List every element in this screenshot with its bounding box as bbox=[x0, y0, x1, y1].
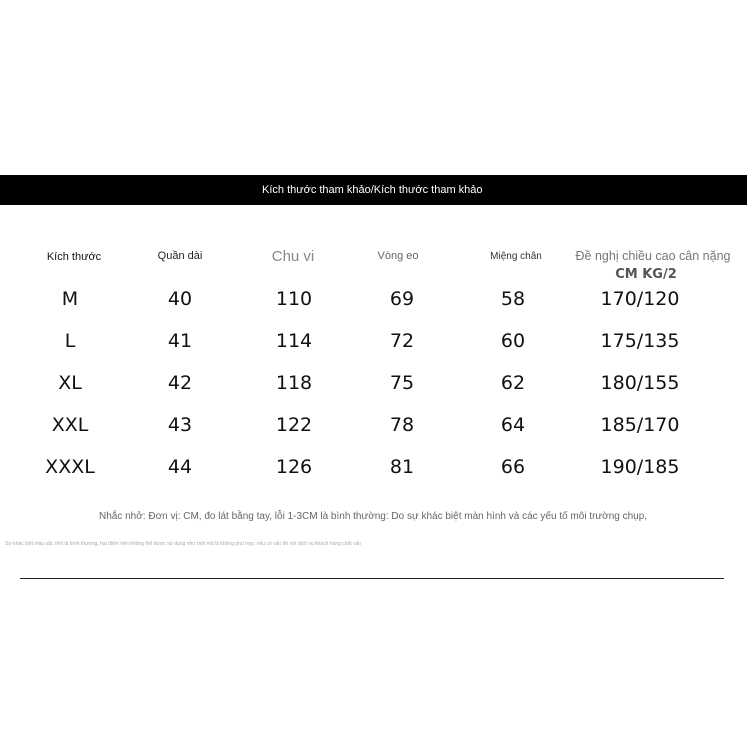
cell-hip: 126 bbox=[275, 456, 313, 478]
cell-size: M bbox=[61, 288, 79, 310]
cell-length: 41 bbox=[167, 330, 193, 352]
cell-leg-opening: 60 bbox=[500, 330, 526, 352]
cell-length: 44 bbox=[167, 456, 193, 478]
cell-size: XXXL bbox=[45, 456, 95, 478]
cell-hip: 118 bbox=[275, 372, 313, 394]
cell-hip: 114 bbox=[275, 330, 313, 352]
header-length: Quần dài bbox=[157, 250, 203, 262]
banner-title: Kích thước tham khảo/Kích thước tham khảo bbox=[262, 184, 483, 196]
cell-leg-opening: 62 bbox=[500, 372, 526, 394]
cell-leg-opening: 58 bbox=[500, 288, 526, 310]
header-recommendation-unit: CM KG/2 bbox=[615, 267, 677, 282]
color-disclaimer: Sự khác biệt màu sắc nhỏ là bình thường, hai điểm trên không thể được sử dụng như một mã là không phù hợp, nếu có vấn đề với dịch vụ khách hàng chất vấn bbox=[5, 541, 362, 547]
header-leg-opening: Miệng chân bbox=[490, 251, 542, 262]
cell-recommendation: 190/185 bbox=[600, 456, 680, 478]
size-chart-banner bbox=[0, 175, 747, 205]
cell-size: XL bbox=[58, 372, 82, 394]
cell-size: L bbox=[64, 330, 76, 352]
header-hip: Chu vi bbox=[271, 248, 315, 265]
cell-leg-opening: 64 bbox=[500, 414, 526, 436]
cell-length: 42 bbox=[167, 372, 193, 394]
cell-recommendation: 175/135 bbox=[600, 330, 680, 352]
cell-waist: 69 bbox=[389, 288, 415, 310]
measurement-reminder: Nhắc nhở: Đơn vị: CM, đo lát bằng tay, lỗi 1-3CM là bình thường: Do sự khác biệt màn hình và các yếu tố môi trường chụp, bbox=[99, 511, 648, 522]
cell-hip: 110 bbox=[275, 288, 313, 310]
cell-waist: 72 bbox=[389, 330, 415, 352]
cell-waist: 81 bbox=[389, 456, 415, 478]
cell-waist: 75 bbox=[389, 372, 415, 394]
header-size: Kích thước bbox=[46, 251, 102, 263]
bottom-divider bbox=[20, 578, 724, 579]
cell-recommendation: 185/170 bbox=[600, 414, 680, 436]
cell-recommendation: 170/120 bbox=[600, 288, 680, 310]
cell-leg-opening: 66 bbox=[500, 456, 526, 478]
cell-recommendation: 180/155 bbox=[600, 372, 680, 394]
cell-length: 40 bbox=[167, 288, 193, 310]
header-waist: Vòng eo bbox=[377, 250, 419, 262]
cell-hip: 122 bbox=[275, 414, 313, 436]
header-recommendation: Đề nghị chiều cao cân nặng bbox=[575, 249, 731, 263]
cell-size: XXL bbox=[51, 414, 89, 436]
cell-waist: 78 bbox=[389, 414, 415, 436]
cell-length: 43 bbox=[167, 414, 193, 436]
